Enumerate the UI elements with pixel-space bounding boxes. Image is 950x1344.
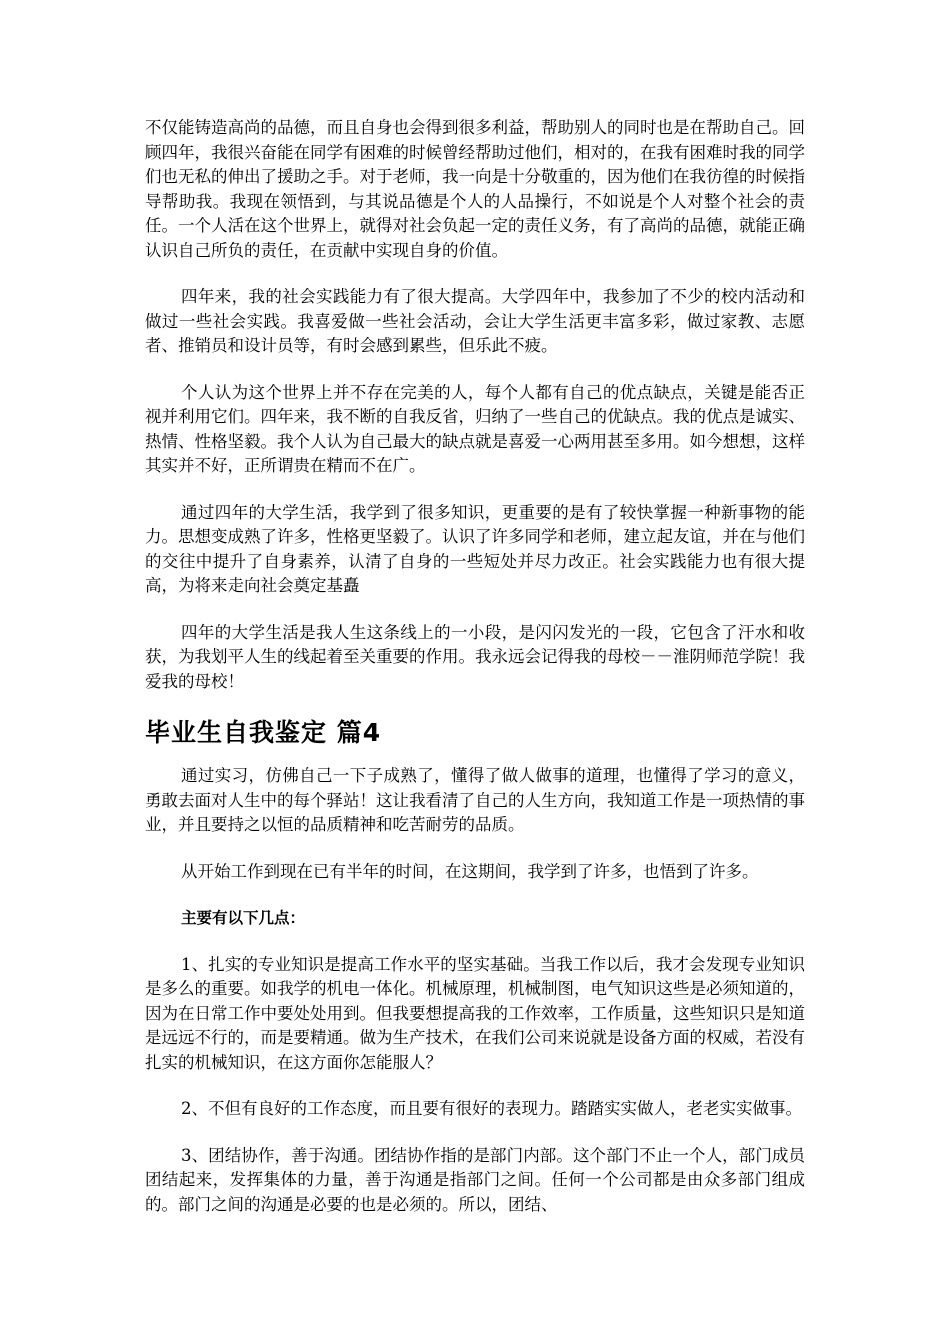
paragraph-before-2: 四年来，我的社会实践能力有了很大提高。大学四年中，我参加了不少的校内活动和做过一些社会实践。我喜爱做一些社会活动，会让大学生活更丰富多彩，做过家教、志愿者、推销员和设计员等，有时会感到累些，但乐此不疲。 bbox=[145, 287, 805, 355]
paragraph-before-5: 四年的大学生活是我人生这条线上的一小段，是闪闪发光的一段，它包含了汗水和收获，为我划平人生的线起着至关重要的作用。我永远会记得我的母校－－淮阴师范学院！我爱我的母校！ bbox=[145, 622, 805, 691]
point-1: 1、扎实的专业知识是提高工作水平的坚实基础。当我工作以后，我才会发现专业知识是多么的重要。如我学的机电一体化。机械原理，机械制图，电气知识这些是必须知道的，因为在日常工作中要处处用到。但我要想提高我的工作效率，工作质量，这些知识只是知道是远远不行的，而是要精通。做为生产技术，在我们公司来说就是设备方面的权威，若没有扎实的机械知识，在这方面你怎能服人？ bbox=[145, 954, 805, 1072]
paragraph-after-2: 从开始工作到现在已有半年的时间，在这期间，我学到了许多，也悟到了许多。 bbox=[181, 861, 759, 881]
points-heading: 主要有以下几点： bbox=[181, 909, 306, 927]
paragraph-before-4: 通过四年的大学生活，我学到了很多知识，更重要的是有了较快掌握一种新事物的能力。思想变成熟了许多，性格更坚毅了。认识了许多同学和老师，建立起友谊，并在与他们的交往中提升了自身素养，认清了自身的一些短处并尽力改正。社会实践能力也有很大提高，为将来走向社会奠定基矗 bbox=[145, 502, 805, 595]
point-3: 3、团结协作，善于沟通。团结协作指的是部门内部。这个部门不止一个人，部门成员团结起来，发挥集体的力量，善于沟通是指部门之间。任何一个公司都是由众多部门组成的。部门之间的沟通是必要的也是必须的。所以，团结、 bbox=[145, 1145, 805, 1214]
paragraph-before-1: 不仅能铸造高尚的品德，而且自身也会得到很多利益，帮助别人的同时也是在帮助自己。回顾四年，我很兴奋能在同学有困难的时候曾经帮助过他们，相对的，在我有困难时我的同学们也无私的伸出了援助之手。对于老师，我一向是十分敬重的，因为他们在我彷徨的时候指导帮助我。我现在领悟到，与其说品德是个人的人品操行，不如说是个人对整个社会的责任。一个人活在这个世界上，就得对社会负起一定的责任义务，有了高尚的品德，就能正确认识自己所负的责任，在贡献中实现自身的价值。 bbox=[145, 118, 805, 260]
point-2: 2、不但有良好的工作态度，而且要有很好的表现力。踏踏实实做人，老老实实做事。 bbox=[181, 1099, 802, 1118]
paragraph-before-3: 个人认为这个世界上并不存在完美的人，每个人都有自己的优点缺点，关键是能否正视并利用它们。四年来，我不断的自我反省，归纳了一些自己的优缺点。我的优点是诚实、热情、性格坚毅。我个人认为自己最大的缺点就是喜爱一心两用甚至多用。如今想想，这样其实并不好，正所谓贵在精而不在广。 bbox=[145, 382, 805, 475]
section-title: 毕业生自我鉴定 篇4 bbox=[145, 718, 382, 747]
document-page bbox=[145, 116, 805, 1239]
paragraph-after-1: 通过实习，仿佛自己一下子成熟了，懂得了做人做事的道理，也懂得了学习的意义，勇敢去面对人生中的每个驿站！这让我看清了自己的人生方向，我知道工作是一项热情的事业，并且要持之以恒的品质精神和吃苦耐劳的品质。 bbox=[145, 766, 805, 834]
